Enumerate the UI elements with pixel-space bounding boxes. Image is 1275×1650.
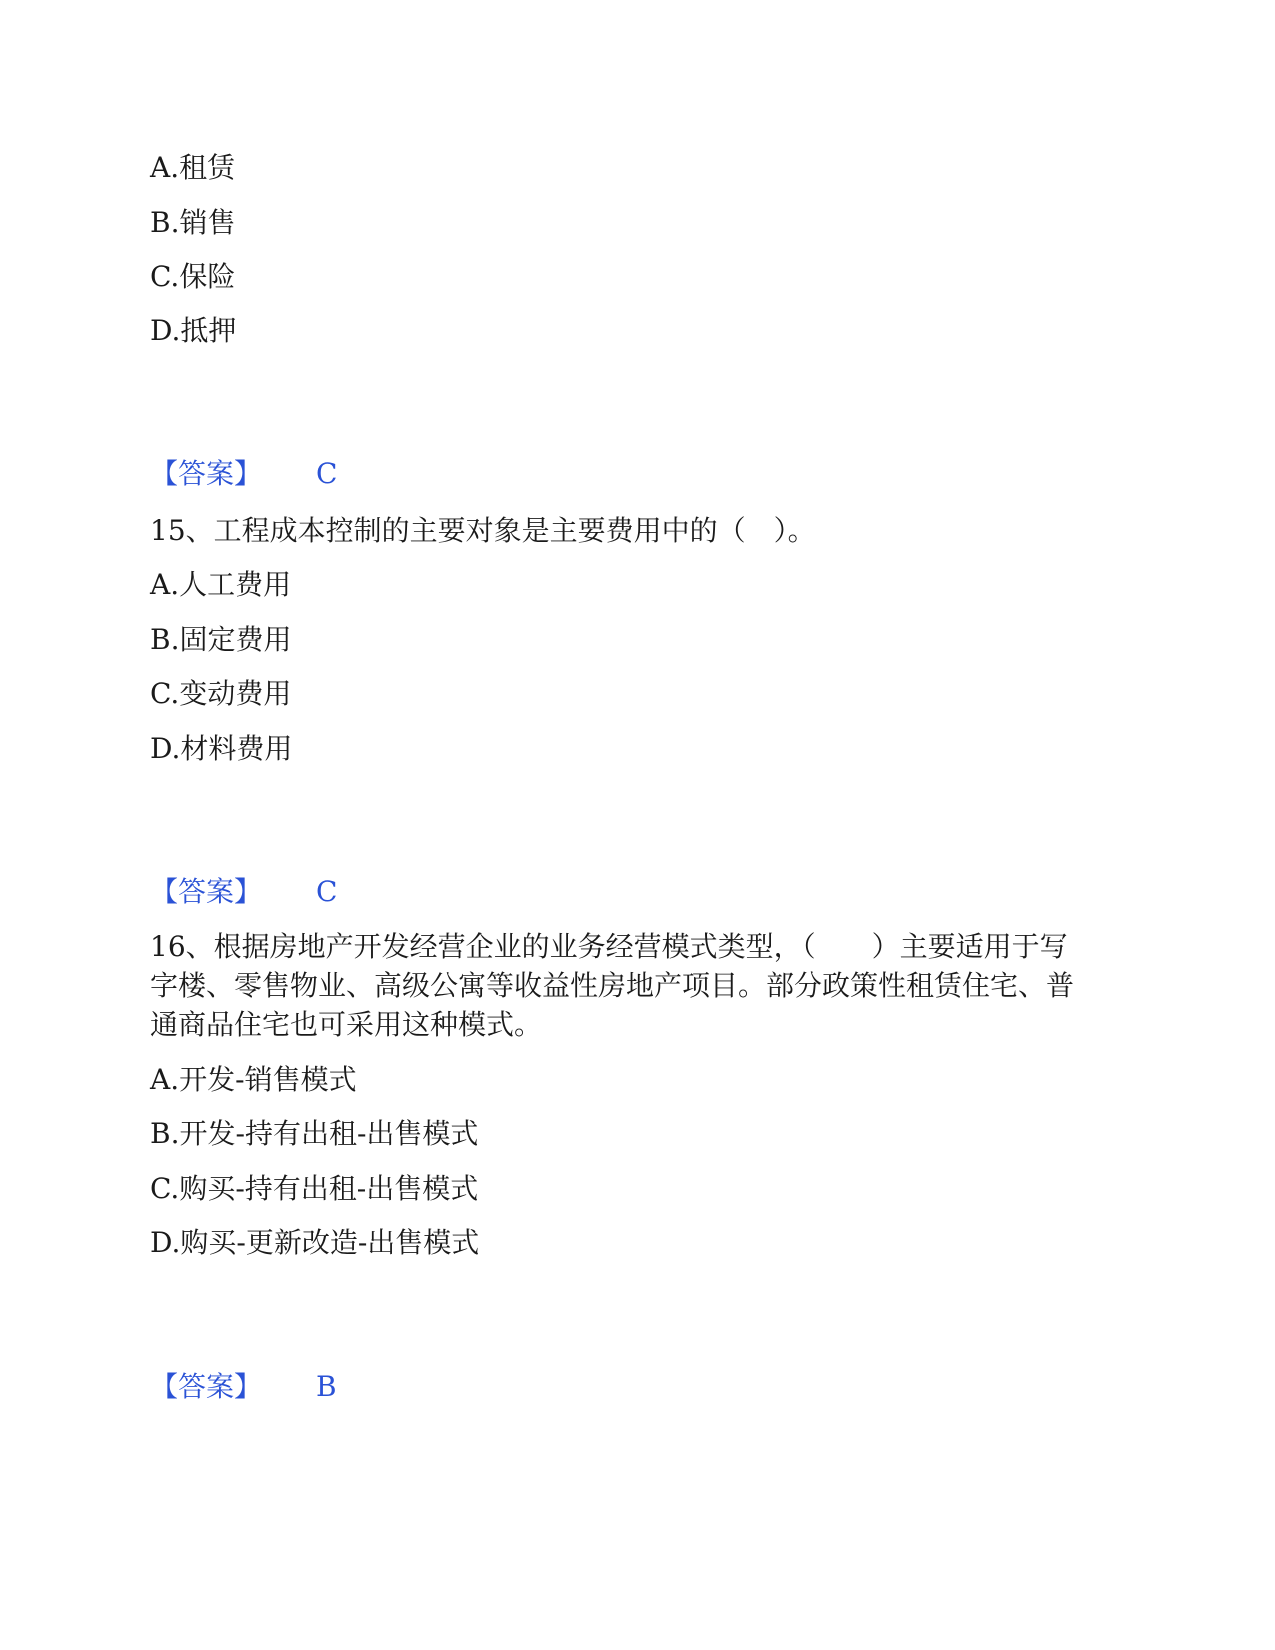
q14-option-d: D.抵押 <box>150 314 237 347</box>
q14-option-c: C.保险 <box>150 260 236 293</box>
q15-option-d: D.材料费用 <box>150 732 293 765</box>
q14-answer <box>150 454 337 494</box>
q14-answer-value: C <box>316 457 338 490</box>
q15-option-a: A.人工费用 <box>150 568 292 601</box>
q15-answer <box>150 872 337 912</box>
q15-option-b: B.固定费用 <box>150 623 292 656</box>
q16-stem-line-3: 通商品住宅也可采用这种模式。 <box>150 1008 543 1041</box>
q15-answer-value: C <box>316 875 338 908</box>
q16-option-a: A.开发-销售模式 <box>150 1063 357 1096</box>
q14-option-b: B.销售 <box>150 206 236 239</box>
q15-stem: 15、工程成本控制的主要对象是主要费用中的（ ）。 <box>150 514 816 547</box>
q16-option-d: D.购买-更新改造-出售模式 <box>150 1226 480 1259</box>
q14-option-a: A.租赁 <box>150 151 236 184</box>
q16-option-c: C.购买-持有出租-出售模式 <box>150 1172 479 1205</box>
q16-option-b: B.开发-持有出租-出售模式 <box>150 1117 479 1150</box>
q16-stem-line-2: 字楼、零售物业、高级公寓等收益性房地产项目。部分政策性租赁住宅、普 <box>150 969 1075 1002</box>
q16-answer-label: 【答案】 <box>150 1370 263 1403</box>
q15-answer-label: 【答案】 <box>150 875 263 908</box>
q16-answer-value: B <box>316 1370 337 1403</box>
q16-stem-line-1: 16、根据房地产开发经营企业的业务经营模式类型，（ ）主要适用于写 <box>150 930 1068 963</box>
q14-answer-label: 【答案】 <box>150 457 263 490</box>
q15-option-c: C.变动费用 <box>150 677 292 710</box>
q16-answer <box>150 1367 337 1407</box>
